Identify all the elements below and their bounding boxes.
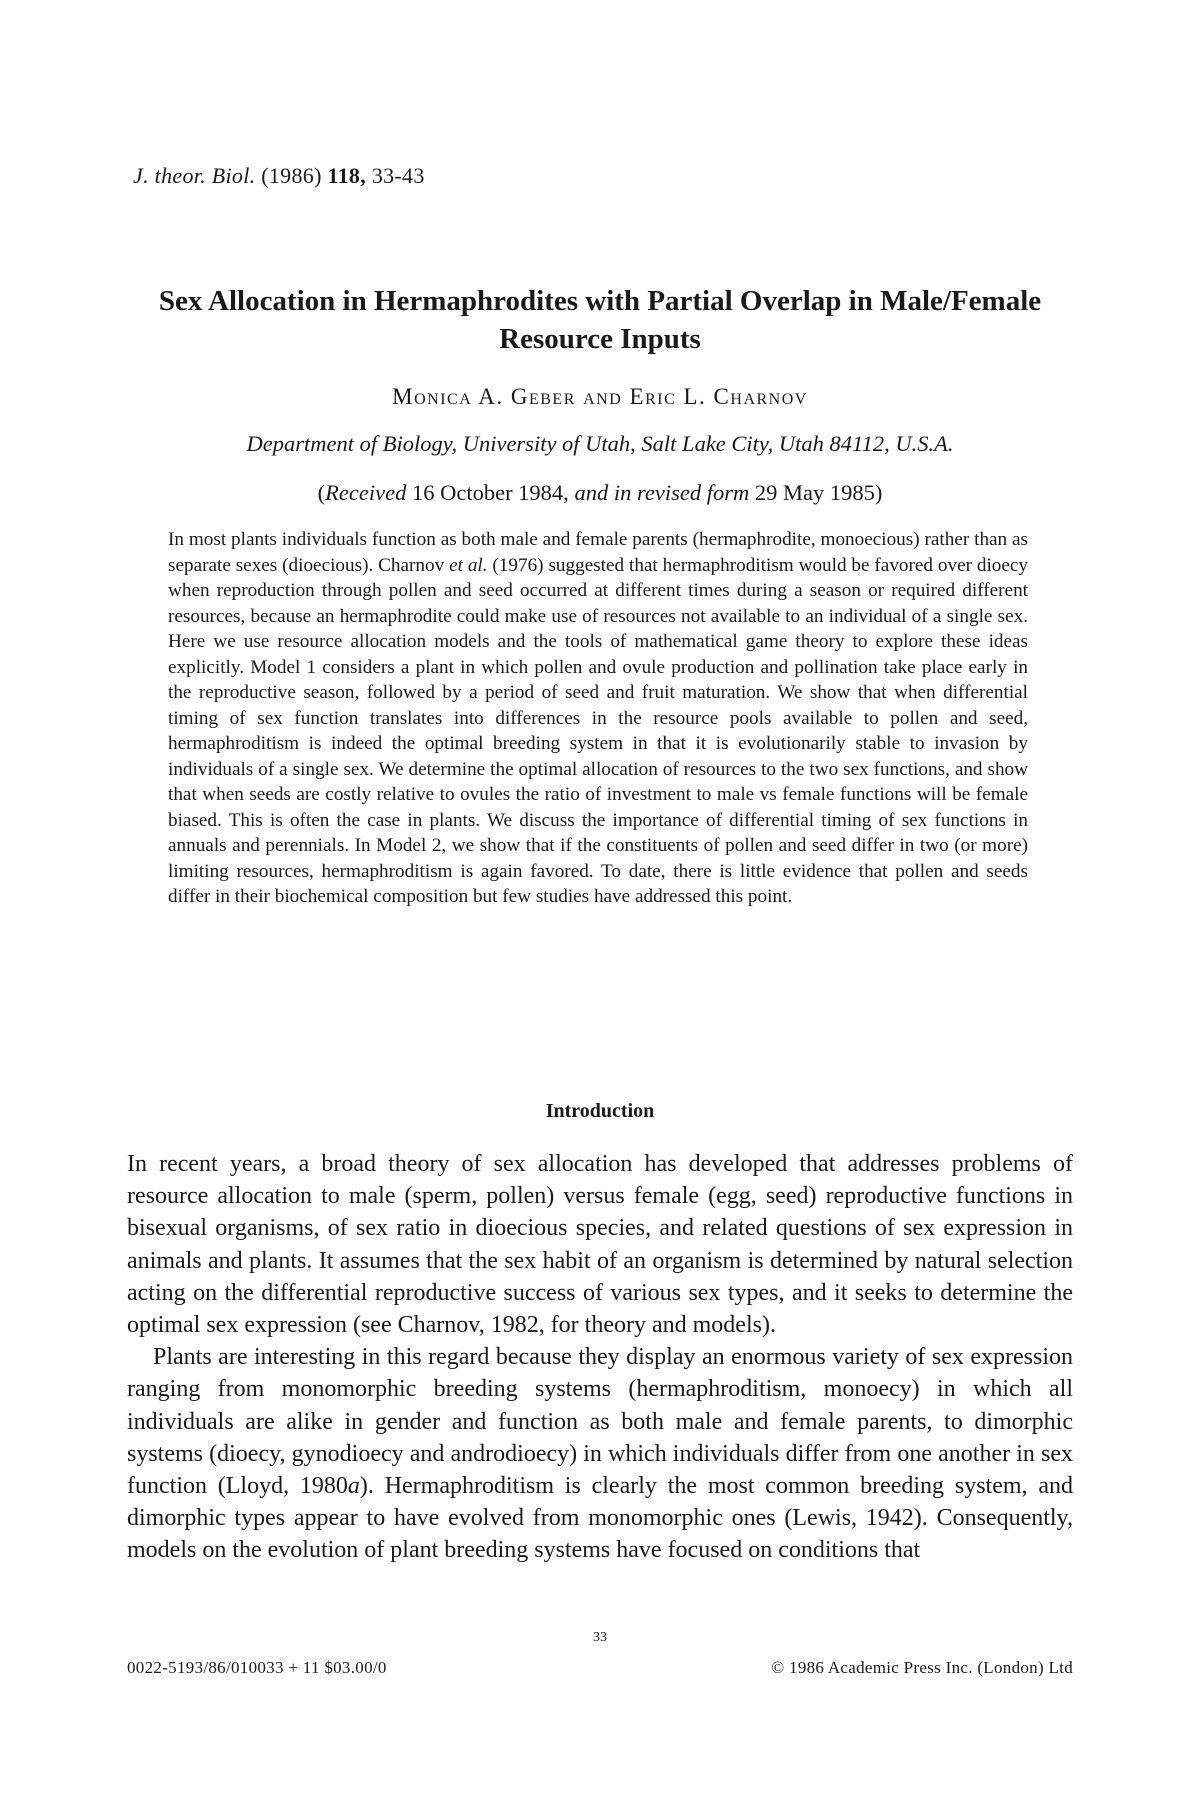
introduction-heading: Introduction (545, 1100, 655, 1122)
page-number: 33 (593, 1630, 607, 1645)
introduction-body (127, 1148, 1073, 1567)
paragraph-2-citation-suffix: a (347, 1473, 360, 1500)
received-dates (150, 480, 1050, 506)
revised-label: and in revised form (574, 480, 750, 505)
journal-citation (133, 163, 425, 189)
journal-volume: 118, (327, 163, 367, 188)
article-code: 0022-5193/86/010033 + 11 $03.00/0 (127, 1658, 387, 1677)
abstract (168, 527, 1028, 910)
abstract-etal: et al. (449, 554, 488, 576)
article-authors: Monica A. Geber and Eric L. Charnov (392, 384, 808, 409)
article-title: Sex Allocation in Hermaphrodites with Partial Overlap in Male/Female Resource Inputs (158, 285, 1042, 355)
revised-year: 1985) (829, 480, 883, 505)
journal-name: J. theor. Biol. (133, 163, 256, 188)
author-affiliation: Department of Biology, University of Utah, Salt Lake City, Utah 84112, U.S.A. (246, 431, 954, 456)
abstract-text-part1: In most plants individuals function as both male and female parents (hermaphrodite, monoecious) rather than as separate sexes (dioecious). Charnov (168, 529, 1028, 576)
journal-year: (1986) (261, 163, 322, 188)
copyright-notice: © 1986 Academic Press Inc. (London) Ltd (771, 1658, 1073, 1677)
paragraph-2-text-part1: Plants are interesting in this regard because they display an enormous variety of sex expression ranging from monomorphic breeding systems (hermaphroditism, monoecy) in which all individuals are alike in gender and function as both male and female parents, to dimorphic systems (dioecy, gynodioecy and androdioecy) in which individuals differ from one another in sex function (Lloyd, 1980 (127, 1344, 1073, 1500)
abstract-text-part2: (1976) suggested that hermaphroditism would be favored over dioecy when reproduction through pollen and seed occurred at different times during a season or required different resources, because an hermaphrodite could make use of resources not available to an individual of a single sex. Here we use resource allocation models and the tools of mathematical game theory to explore these ideas explicitly. Model 1 considers a plant in which pollen and ovule production and pollination take place early in the reproductive season, followed by a period of seed and fruit maturation. We show that when differential timing of sex function translates into differences in the resource pools available to pollen and seed, hermaphroditism is indeed the optimal breeding system in that it is evolutionarily stable to invasion by individuals of a single sex. We determine the optimal allocation of resources to the two sex functions, and show that when seeds are costly relative to ovules the ratio of investment to male vs female functions will be female biased. This is often the case in plants. We discuss the importance of differential timing of sex functions in annuals and perennials. In Model 2, we show that if the constituents of pollen and seed differ in two (or more) limiting resources, hermaphroditism is again favored. To date, there is little evidence that pollen and seeds differ in their biochemical composition but few studies have addressed this point. (168, 554, 1028, 907)
introduction-paragraph-2 (127, 1341, 1073, 1566)
received-label: Received (325, 480, 407, 505)
received-date: 16 October 1984, (411, 480, 569, 505)
journal-pages: 33-43 (371, 163, 425, 188)
revised-date: 29 May (754, 480, 825, 505)
received-open-paren: ( (317, 480, 326, 505)
paragraph-2-text-part2: ). Hermaphroditism is clearly the most common breeding system, and dimorphic types appear to have evolved from monomorphic ones (Lewis, 1942). Consequently, models on the evolution of plant breeding systems have focused on conditions that (127, 1473, 1073, 1564)
introduction-paragraph-1: In recent years, a broad theory of sex allocation has developed that addresses problems of resource allocation to male (sperm, pollen) versus female (egg, seed) reproductive functions in bisexual organisms, of sex ratio in dioecious species, and related questions of sex expression in animals and plants. It assumes that the sex habit of an organism is determined by natural selection acting on the differential reproductive success of various sex types, and it seeks to determine the optimal sex expression (see Charnov, 1982, for theory and models). (127, 1151, 1073, 1339)
